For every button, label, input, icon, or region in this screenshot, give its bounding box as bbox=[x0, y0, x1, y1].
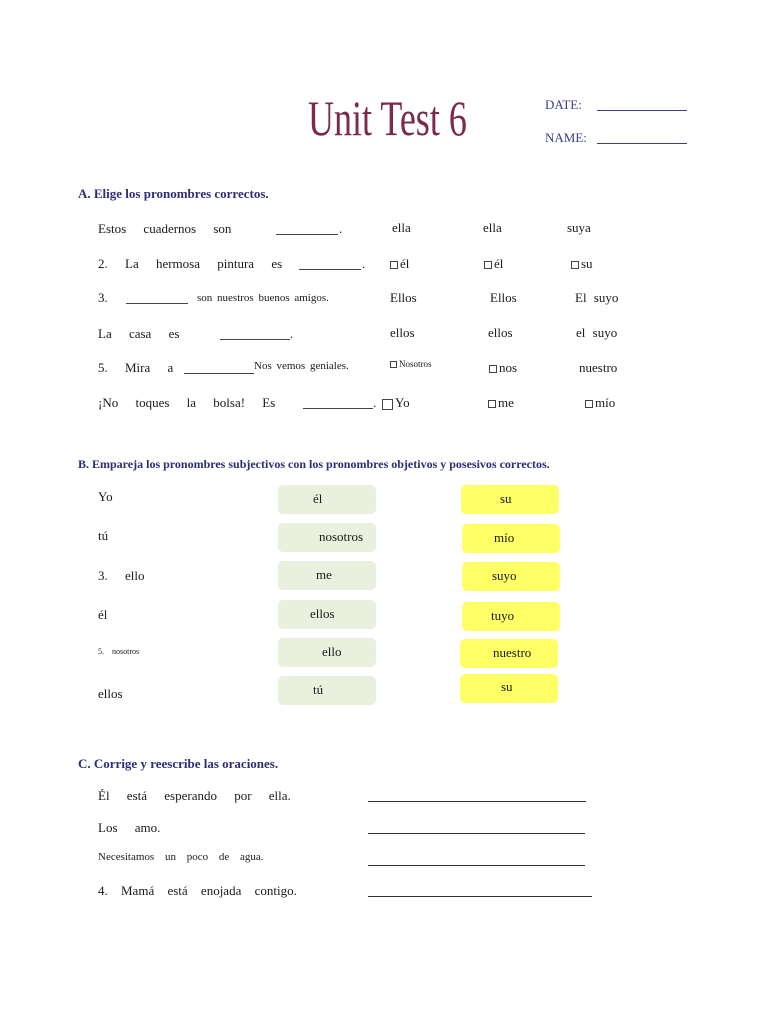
question-a3: son nuestros buenos amigos. bbox=[197, 292, 329, 304]
object-pronoun-label: nosotros bbox=[319, 529, 364, 544]
possessive-pronoun-label: tuyo bbox=[491, 608, 515, 623]
option-label: mío bbox=[595, 395, 616, 410]
option-label: Yo bbox=[395, 395, 410, 410]
option-a5-1[interactable] bbox=[390, 359, 432, 369]
checkbox-icon[interactable] bbox=[585, 400, 593, 408]
possessive-pronoun-label: su bbox=[501, 679, 513, 694]
subject-pronoun-1: Yo bbox=[98, 489, 113, 504]
subject-pronoun-5: 5. nosotros bbox=[98, 647, 140, 656]
option-a2-1[interactable] bbox=[390, 256, 409, 272]
option-a4-1[interactable]: ellos bbox=[390, 325, 415, 340]
option-label: Nosotros bbox=[399, 359, 432, 369]
option-a3-3[interactable]: El suyo bbox=[575, 290, 619, 305]
subject-pronoun-4: él bbox=[98, 607, 108, 622]
section-b-heading: B. Empareja los pronombres subjectivos con los pronombres objetivos y posesivos correctos. bbox=[78, 457, 550, 471]
answer-blank-a2[interactable] bbox=[299, 257, 361, 270]
question-a2: 2. La hermosa pintura es bbox=[98, 256, 283, 271]
possessive-pronoun-card-4[interactable] bbox=[462, 602, 560, 631]
option-label: él bbox=[494, 256, 504, 271]
option-label: me bbox=[498, 395, 514, 410]
answer-line-c3[interactable] bbox=[368, 865, 585, 866]
section-a-heading: A. Elige los pronombres correctos. bbox=[78, 186, 269, 201]
name-label: NAME: bbox=[545, 130, 587, 145]
section-c-heading: C. Corrige y reescribe las oraciones. bbox=[78, 756, 279, 771]
possessive-pronoun-card-6[interactable] bbox=[460, 674, 558, 703]
option-a5-2[interactable] bbox=[489, 360, 517, 376]
date-field-line[interactable] bbox=[597, 110, 687, 111]
subject-pronoun-2: tú bbox=[98, 528, 109, 543]
object-pronoun-card-5[interactable] bbox=[278, 638, 376, 667]
punct-a4: . bbox=[290, 326, 294, 341]
answer-blank-a3[interactable] bbox=[126, 291, 188, 304]
object-pronoun-label: me bbox=[316, 567, 332, 582]
punct-a6: . bbox=[373, 395, 377, 410]
option-label: nos bbox=[499, 360, 518, 375]
answer-blank-a5[interactable] bbox=[184, 361, 254, 374]
possessive-pronoun-card-3[interactable] bbox=[462, 562, 560, 591]
option-a3-2[interactable]: Ellos bbox=[490, 290, 517, 305]
checkbox-icon[interactable] bbox=[489, 365, 497, 373]
possessive-pronoun-label: nuestro bbox=[493, 645, 532, 660]
possessive-pronoun-label: suyo bbox=[492, 568, 517, 583]
option-a6-1[interactable] bbox=[382, 395, 410, 411]
object-pronoun-label: ellos bbox=[310, 606, 335, 621]
answer-line-c2[interactable] bbox=[368, 833, 585, 834]
checkbox-icon[interactable] bbox=[571, 261, 579, 269]
object-pronoun-card-3[interactable] bbox=[278, 561, 376, 590]
page-title: Unit Test 6 bbox=[308, 90, 467, 146]
object-pronoun-label: tú bbox=[313, 682, 324, 697]
question-a3-number: 3. bbox=[98, 290, 108, 305]
option-a4-2[interactable]: ellos bbox=[488, 325, 513, 340]
question-a4: La casa es bbox=[98, 326, 180, 341]
option-a6-2[interactable] bbox=[488, 395, 514, 411]
option-a4-3[interactable]: el suyo bbox=[576, 325, 618, 340]
possessive-pronoun-label: su bbox=[500, 491, 512, 506]
sentence-c4: 4. Mamá está enojada contigo. bbox=[98, 883, 297, 898]
checkbox-icon[interactable] bbox=[390, 261, 398, 269]
sentence-c3: Necesitamos un poco de agua. bbox=[98, 851, 264, 863]
possessive-pronoun-card-5[interactable] bbox=[460, 639, 558, 668]
object-pronoun-label: él bbox=[313, 491, 323, 506]
sentence-c1: Él está esperando por ella. bbox=[98, 788, 291, 803]
option-a1-3[interactable]: suya bbox=[567, 220, 591, 235]
option-a6-3[interactable] bbox=[585, 395, 615, 411]
possessive-pronoun-label: mío bbox=[494, 530, 515, 545]
checkbox-icon[interactable] bbox=[382, 399, 393, 410]
subject-pronoun-6: ellos bbox=[98, 686, 123, 701]
punct-a2: . bbox=[362, 256, 366, 271]
question-a5: 5. Mira a bbox=[98, 360, 174, 375]
sentence-c2: Los amo. bbox=[98, 820, 161, 835]
punct-a1: . bbox=[339, 221, 343, 236]
object-pronoun-card-1[interactable] bbox=[278, 485, 376, 514]
option-a2-3[interactable] bbox=[571, 256, 593, 272]
possessive-pronoun-card-1[interactable] bbox=[461, 485, 559, 514]
answer-line-c4[interactable] bbox=[368, 896, 592, 897]
checkbox-icon[interactable] bbox=[488, 400, 496, 408]
name-field-line[interactable] bbox=[597, 143, 687, 144]
answer-blank-a1[interactable] bbox=[276, 222, 338, 235]
possessive-pronoun-card-2[interactable] bbox=[462, 524, 560, 553]
option-a2-2[interactable] bbox=[484, 256, 503, 272]
object-pronoun-card-6[interactable] bbox=[278, 676, 376, 705]
question-a6: ¡No toques la bolsa! Es bbox=[98, 395, 276, 410]
checkbox-icon[interactable] bbox=[390, 361, 397, 368]
option-label: su bbox=[581, 256, 593, 271]
object-pronoun-card-2[interactable] bbox=[278, 523, 376, 552]
date-label: DATE: bbox=[545, 97, 582, 112]
checkbox-icon[interactable] bbox=[484, 261, 492, 269]
subject-pronoun-3: 3. ello bbox=[98, 568, 145, 583]
answer-blank-a4[interactable] bbox=[220, 327, 290, 340]
option-a3-1[interactable]: Ellos bbox=[390, 290, 417, 305]
object-pronoun-card-4[interactable] bbox=[278, 600, 376, 629]
option-a1-1[interactable]: ella bbox=[392, 220, 411, 235]
question-a5-tail: Nos vemos geniales. bbox=[254, 360, 349, 372]
object-pronoun-label: ello bbox=[322, 644, 342, 659]
question-a1: Estos cuadernos son bbox=[98, 221, 232, 236]
option-a1-2[interactable]: ella bbox=[483, 220, 502, 235]
answer-line-c1[interactable] bbox=[368, 801, 586, 802]
option-label: él bbox=[400, 256, 410, 271]
option-a5-3[interactable]: nuestro bbox=[579, 360, 618, 375]
answer-blank-a6[interactable] bbox=[303, 396, 373, 409]
